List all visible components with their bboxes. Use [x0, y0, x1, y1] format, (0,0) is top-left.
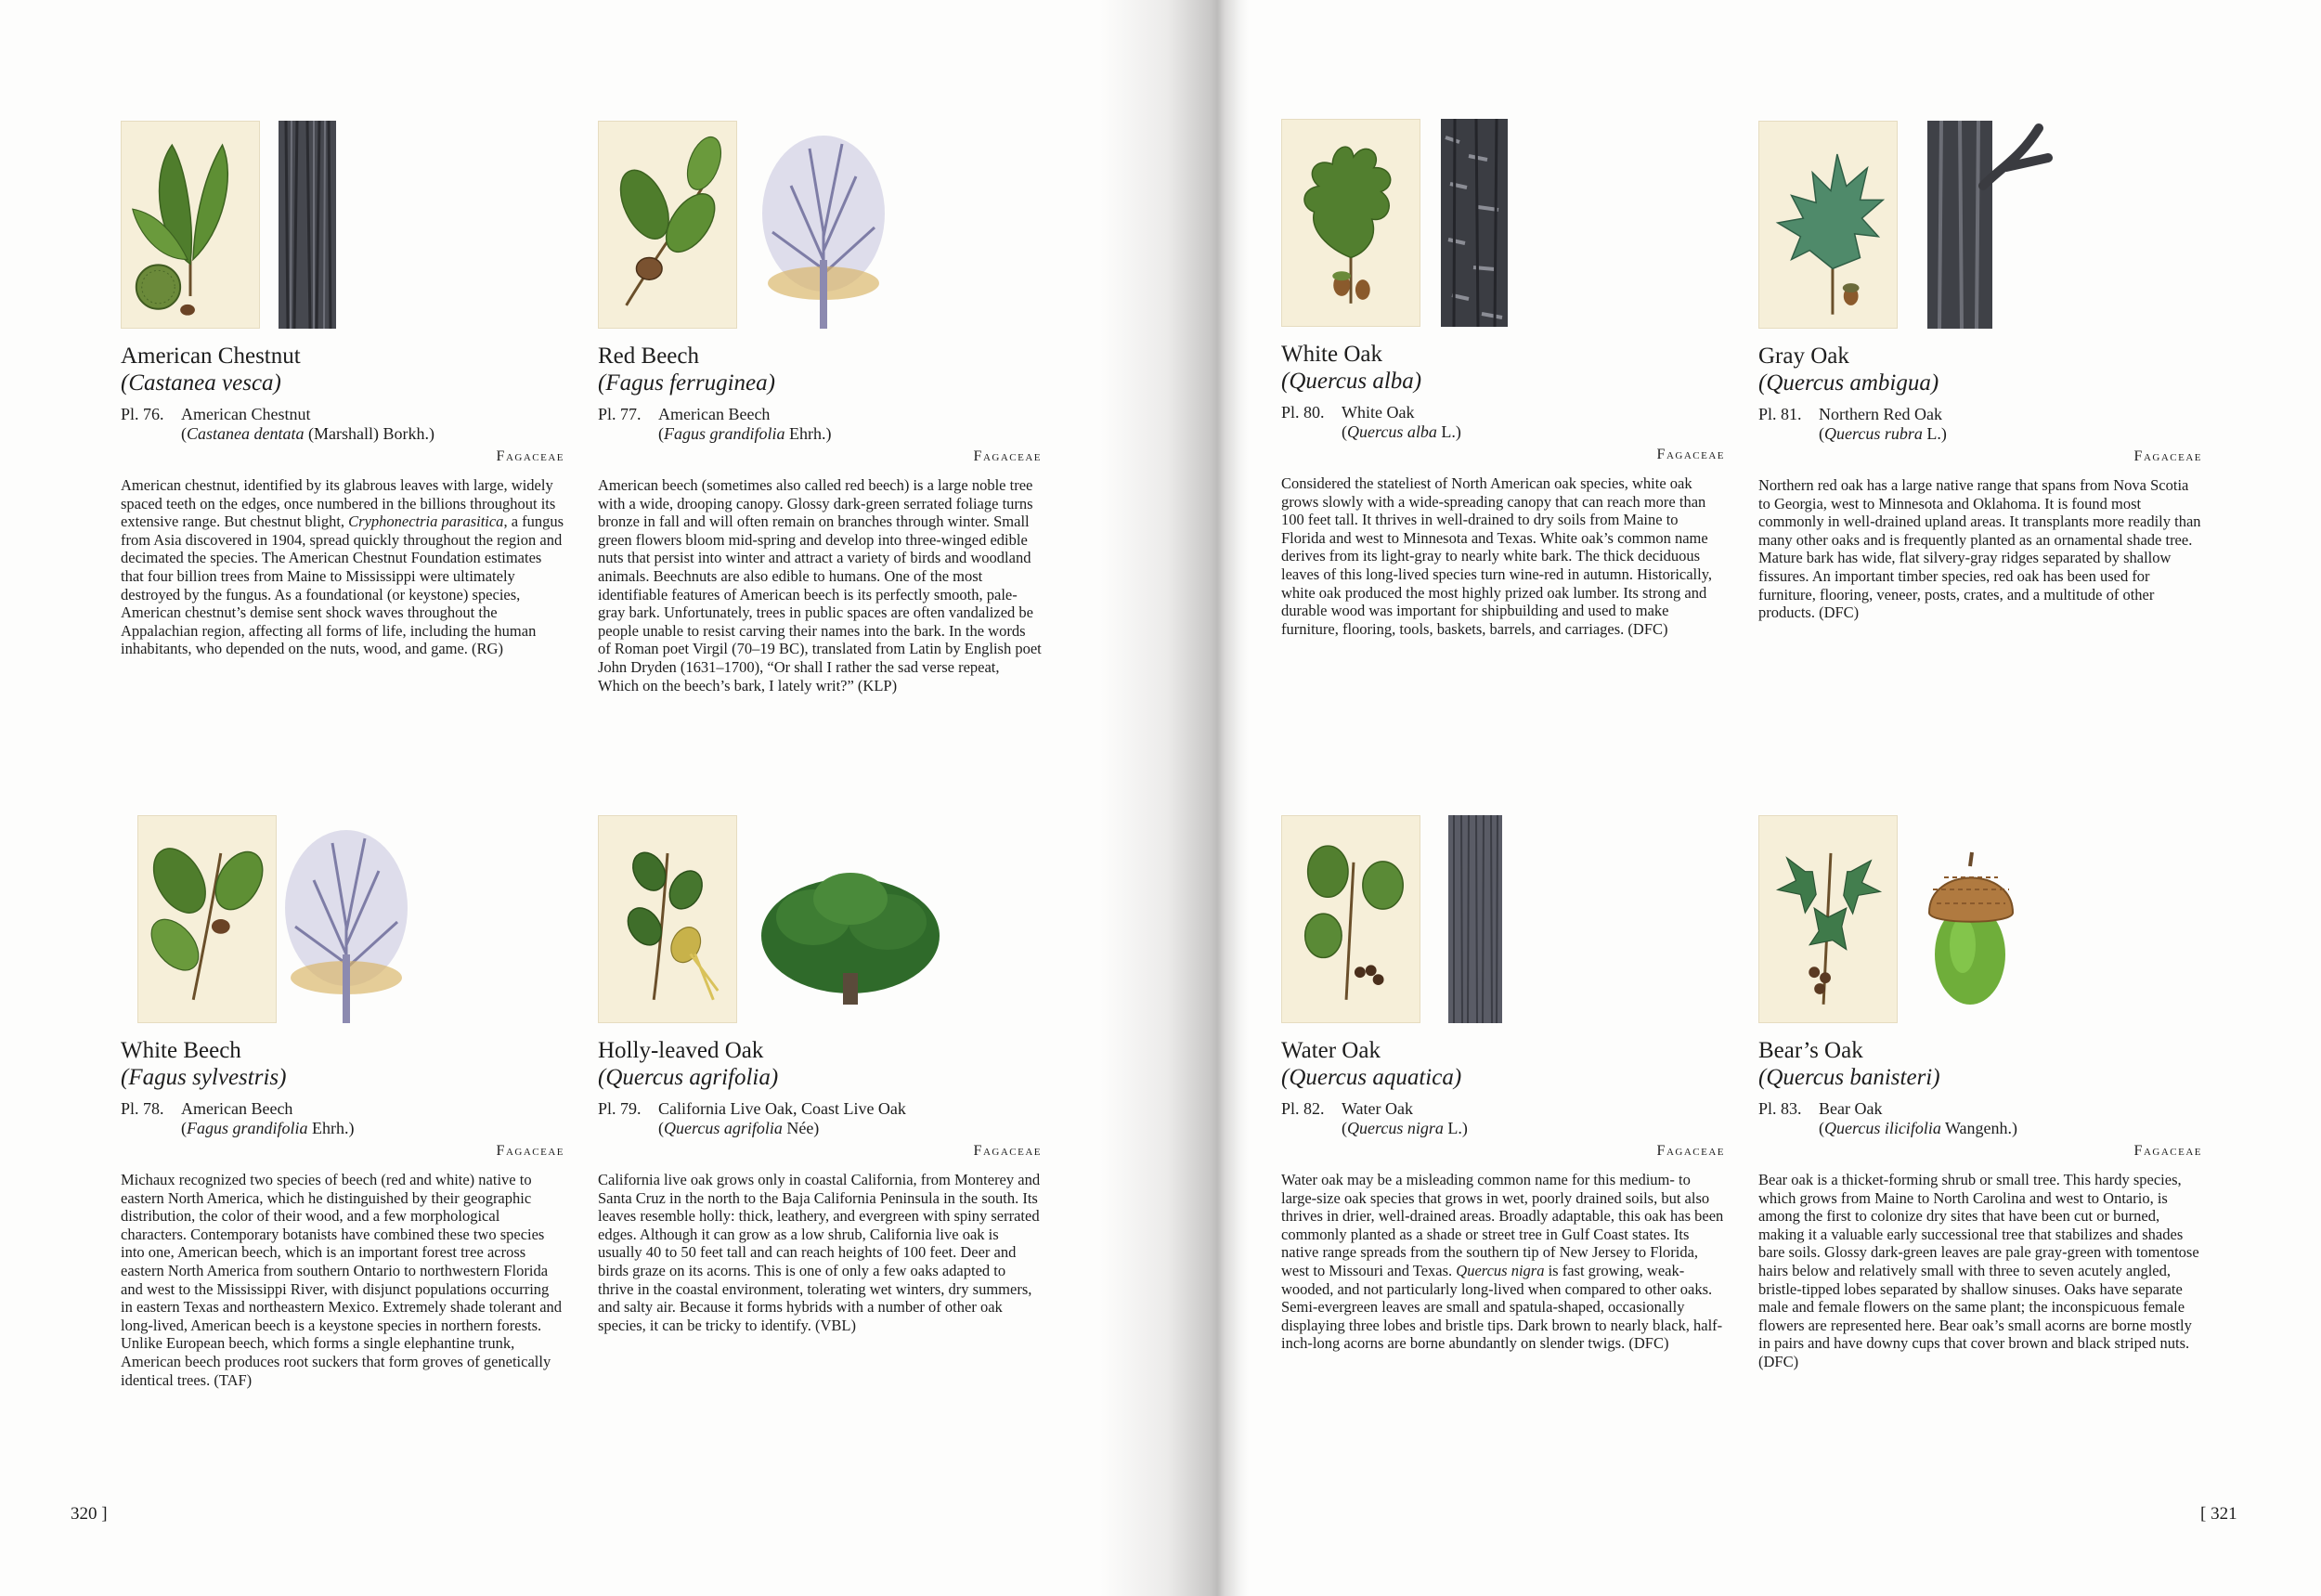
botanical-plate-leaf: [121, 121, 260, 329]
plate-number: Pl. 81.: [1758, 405, 1802, 423]
entry-images: [598, 121, 1042, 331]
paren-open: (: [1342, 422, 1347, 441]
description-text: California live oak grows only in coastal California, from Monterey and Santa Cruz in the north to the Baja California Peninsula in the south. Its leaves resemble holly: thick, leathery, and evergreen with spiny serrated edges. Although it can grow as a low shrub, California live oak is usually 40 to 50 feet tall and can reach heights of 100 feet. Deer and birds graze on its acorns. This is one of only a few oaks adapted to thrive in the coastal environment, tolerating wet winters, dry summers, and salty air. Because it forms hybrids with a number of other oak species, it can be tricky to identify. (VBL): [598, 1171, 1041, 1334]
historic-latin-name: (Castanea vesca): [121, 370, 281, 396]
bark-photo: [1441, 119, 1508, 327]
scientific-authority: (Marshall) Borkh.): [304, 424, 434, 443]
acorn-photo: [1916, 815, 2018, 1023]
scientific-name-italic: Fagus grandifolia: [187, 1119, 308, 1137]
plate-line: [1758, 405, 2202, 424]
scientific-name-italic: Quercus agrifolia: [664, 1119, 783, 1137]
botanical-plate-leaf: [137, 815, 277, 1023]
historic-latin-name: (Quercus alba): [1281, 369, 1422, 394]
plate-line: [598, 1099, 1042, 1119]
entry-red-beech: [598, 121, 1042, 694]
description-text: Michaux recognized two species of beech (red and white) native to eastern North America, which he distinguished by their geographic distribution, the color of their wood, and a few morphological characters. Contemporary botanists have combined these two species into one, American beech, which is an important forest tree across eastern North America from southern Ontario to northwestern Florida and west to the Mississippi River, with disjunct populations occurring in eastern Texas and northeastern Mexico. Extremely shade tolerant and long-lived, American beech is a keystone species in northern forests. Unlike European beech, which forms a single elephantine trunk, American beech produces root suckers that form groves of genetically identical trees. (TAF): [121, 1171, 563, 1389]
entry-images: [1758, 121, 2202, 331]
entry-images: [1758, 815, 2202, 1025]
entry-holly-leaved-oak: [598, 815, 1042, 1334]
entry-white-oak: [1281, 119, 1725, 638]
historic-latin-name: (Quercus agrifolia): [598, 1065, 779, 1090]
tree-silhouette-photo: [277, 815, 416, 1023]
entry-white-beech: [121, 815, 564, 1389]
common-name: Bear’s Oak: [1758, 1038, 1863, 1063]
modern-common-name: American Chestnut: [181, 405, 311, 423]
description: [598, 1171, 1042, 1334]
modern-scientific-name: [1281, 1119, 1725, 1138]
bark-photo: [1918, 121, 2055, 329]
entry-gray-oak: [1758, 121, 2202, 622]
description: [1758, 1171, 2202, 1371]
scientific-authority: Ehrh.): [307, 1119, 355, 1137]
family-name: Fagaceae: [2133, 1143, 2202, 1159]
paren-open: (: [1819, 1119, 1824, 1137]
historic-latin-name: (Quercus banisteri): [1758, 1065, 1940, 1090]
description-text: Considered the stateliest of North American oak species, white oak grows slowly with a wide-spreading canopy that can reach more than 100 feet tall. It thrives in well-drained to dry soils from Maine to Florida and west to Minnesota and Texas. White oak’s common name derives from its light-gray to nearly white bark. The thick deciduous leaves of this long-lived species turn wine-red in autumn. Historically, white oak produced the most highly prized oak lumber. Its strong and durable wood was important for shipbuilding and used to make furniture, flooring, tools, baskets, barrels, and carriages. (DFC): [1281, 474, 1713, 638]
botanical-plate-leaf: [1281, 815, 1420, 1023]
description-text: American chestnut, identified by its glabrous leaves with large, widely spaced teeth on the edges, once numbered in the billions throughout its extensive range. But chestnut blight,: [121, 476, 556, 531]
modern-scientific-name: [121, 424, 564, 444]
plate-line: [121, 405, 564, 424]
common-name: Gray Oak: [1758, 344, 1849, 369]
botanical-plate-leaf: [1758, 121, 1898, 329]
modern-common-name: Northern Red Oak: [1819, 405, 1942, 423]
scientific-authority: L.): [1443, 1119, 1468, 1137]
plate-line: [1758, 1099, 2202, 1119]
scientific-name-italic: Castanea dentata: [187, 424, 305, 443]
common-name: White Oak: [1281, 342, 1382, 367]
description-italic: Quercus nigra: [1456, 1261, 1545, 1279]
botanical-plate-leaf: [598, 121, 737, 329]
entry-images: [1281, 815, 1725, 1025]
paren-open: (: [181, 424, 187, 443]
family-name: Fagaceae: [1656, 447, 1725, 462]
description: [1758, 476, 2202, 622]
scientific-authority: Née): [782, 1119, 820, 1137]
description-text: American beech (sometimes also called red beech) is a large noble tree with a wide, drooping canopy. Glossy dark-green serrated foliage turns bronze in fall and will often remain on branches through winter. Small green flowers bloom mid-spring and develop into three-winged edible nuts that persist into winter and attract a variety of birds and woodland animals. Beechnuts are also edible to humans. One of the most identifiable features of American beech is its perfectly smooth, pale-gray bark. Unfortunately, trees in public spaces are often vandalized be people unable to resist carving their names into the bark. In the words of Roman poet Virgil (70–19 BC), translated from Latin by English poet John Dryden (1631–1700), “Or shall I rather the sad verse repeat, Which on the beech’s bark, I lately writ?” (KLP): [598, 476, 1042, 694]
modern-scientific-name: [1758, 1119, 2202, 1138]
entry-images: [598, 815, 1042, 1025]
common-name: Water Oak: [1281, 1038, 1381, 1063]
plate-number: Pl. 78.: [121, 1099, 164, 1118]
description: [121, 476, 564, 658]
left-page-number: 320 ]: [71, 1504, 108, 1524]
scientific-authority: L.): [1922, 424, 1947, 443]
right-page-number: [ 321: [2200, 1504, 2237, 1524]
bark-photo: [279, 121, 336, 329]
modern-scientific-name: [121, 1119, 564, 1138]
family-name: Fagaceae: [973, 1143, 1042, 1159]
tree-silhouette-photo: [754, 121, 893, 329]
description: [598, 476, 1042, 694]
plate-number: Pl. 79.: [598, 1099, 642, 1118]
entry-bears-oak: [1758, 815, 2202, 1371]
scientific-name-italic: Quercus ilicifolia: [1824, 1119, 1941, 1137]
tree-photo: [758, 815, 943, 1023]
scientific-name-italic: Quercus alba: [1347, 422, 1437, 441]
historic-latin-name: (Quercus ambigua): [1758, 370, 1939, 396]
plate-number: Pl. 83.: [1758, 1099, 1802, 1118]
plate-number: Pl. 77.: [598, 405, 642, 423]
plate-line: [1281, 403, 1725, 422]
plate-number: Pl. 76.: [121, 405, 164, 423]
family-name: Fagaceae: [2133, 448, 2202, 464]
entry-images: [121, 121, 564, 331]
entry-images: [121, 815, 564, 1025]
common-name: Red Beech: [598, 344, 699, 369]
modern-scientific-name: [1758, 424, 2202, 444]
scientific-name-italic: Quercus rubra: [1824, 424, 1923, 443]
description-text: Northern red oak has a large native range that spans from Nova Scotia to Georgia, west to Minnesota and Oklahoma. It is found most commonly in well-drained upland areas. It transplants more readily than many other oaks and is frequently planted as an ornamental shade tree. Mature bark has wide, flat silvery-gray ridges separated by shallow fissures. An important timber species, red oak has been used for furniture, flooring, veneer, posts, crates, and a multitude of other products. (DFC): [1758, 476, 2201, 622]
family-name: Fagaceae: [496, 1143, 564, 1159]
scientific-authority: Ehrh.): [784, 424, 832, 443]
botanical-plate-leaf: [1758, 815, 1898, 1023]
family-name: Fagaceae: [1656, 1143, 1725, 1159]
plate-number: Pl. 80.: [1281, 403, 1325, 422]
plate-line: [1281, 1099, 1725, 1119]
family-name: Fagaceae: [496, 448, 564, 464]
modern-scientific-name: [598, 424, 1042, 444]
paren-open: (: [1819, 424, 1824, 443]
common-name: American Chestnut: [121, 344, 301, 369]
description: [1281, 474, 1725, 638]
plate-line: [598, 405, 1042, 424]
paren-open: (: [181, 1119, 187, 1137]
entry-water-oak: [1281, 815, 1725, 1353]
modern-common-name: California Live Oak, Coast Live Oak: [658, 1099, 906, 1118]
description-italic: Cryphonectria parasitica: [348, 513, 504, 531]
scientific-name-italic: Fagus grandifolia: [664, 424, 785, 443]
entry-images: [1281, 119, 1725, 329]
modern-common-name: White Oak: [1342, 403, 1415, 422]
plate-number: Pl. 82.: [1281, 1099, 1325, 1118]
scientific-authority: Wangenh.): [1940, 1119, 2018, 1137]
modern-common-name: Water Oak: [1342, 1099, 1414, 1118]
plate-line: [121, 1099, 564, 1119]
description: [1281, 1171, 1725, 1353]
common-name: Holly-leaved Oak: [598, 1038, 764, 1063]
modern-common-name: Bear Oak: [1819, 1099, 1883, 1118]
bark-photo: [1448, 815, 1502, 1023]
description-text: Water oak may be a misleading common name for this medium- to large-size oak species that grows in wet, poorly drained soils, but also thrives in drier, well-drained areas. Broadly adaptable, this oak has been commonly planted as a shade or street tree in Gulf Coast states. Its native range spreads from the southern tip of New Jersey to Florida, west to Missouri and Texas.: [1281, 1171, 1724, 1279]
description-text-cont: is fast growing, weak-wooded, and not particularly long-lived when compared to other oaks. Semi-evergreen leaves are small and spatula-shaped, occasionally displaying three lobes and bristle tips. Dark brown to nearly black, half-inch-long acorns are borne abundantly on slender twigs. (DFC): [1281, 1261, 1723, 1353]
historic-latin-name: (Quercus aquatica): [1281, 1065, 1462, 1090]
family-name: Fagaceae: [973, 448, 1042, 464]
modern-scientific-name: [598, 1119, 1042, 1138]
scientific-name-italic: Quercus nigra: [1347, 1119, 1444, 1137]
book-gutter: [1100, 0, 1249, 1596]
description: [121, 1171, 564, 1389]
entry-american-chestnut: [121, 121, 564, 658]
paren-open: (: [658, 1119, 664, 1137]
common-name: White Beech: [121, 1038, 241, 1063]
modern-common-name: American Beech: [658, 405, 771, 423]
modern-scientific-name: [1281, 422, 1725, 442]
historic-latin-name: (Fagus ferruginea): [598, 370, 775, 396]
scientific-authority: L.): [1436, 422, 1461, 441]
historic-latin-name: (Fagus sylvestris): [121, 1065, 287, 1090]
botanical-plate-leaf: [1281, 119, 1420, 327]
paren-open: (: [658, 424, 664, 443]
description-text: Bear oak is a thicket-forming shrub or small tree. This hardy species, which grows from Maine to North Carolina and west to Ontario, is among the first to colonize dry sites that have been cut or burned, making it a valuable early successional tree that stabilizes and shades bare soils. Glossy dark-green leaves are pale gray-green with tomentose hairs below and relatively small with three to seven acutely angled, bristle-tipped lobes separated by shallow sinuses. Oaks have separate male and female flowers on the same plant; the inconspicuous female flowers are represented here. Bear oak’s small acorns are borne mostly in pairs and have downy cups that cover brown and black striped nuts. (DFC): [1758, 1171, 2199, 1370]
modern-common-name: American Beech: [181, 1099, 293, 1118]
botanical-plate-leaf: [598, 815, 737, 1023]
paren-open: (: [1342, 1119, 1347, 1137]
description-text-cont: , a fungus from Asia discovered in 1904, spread quickly throughout the region and decimated the species. The American Chestnut Foundation estimates that four billion trees from Maine to Mississippi were ultimately destroyed by the fungus. As a foundational (or keystone) species, American chestnut’s demise sent shock waves throughout the Appalachian region, affecting all forms of life, including the human inhabitants, who depended on the nuts, wood, and game. (RG): [121, 513, 564, 658]
